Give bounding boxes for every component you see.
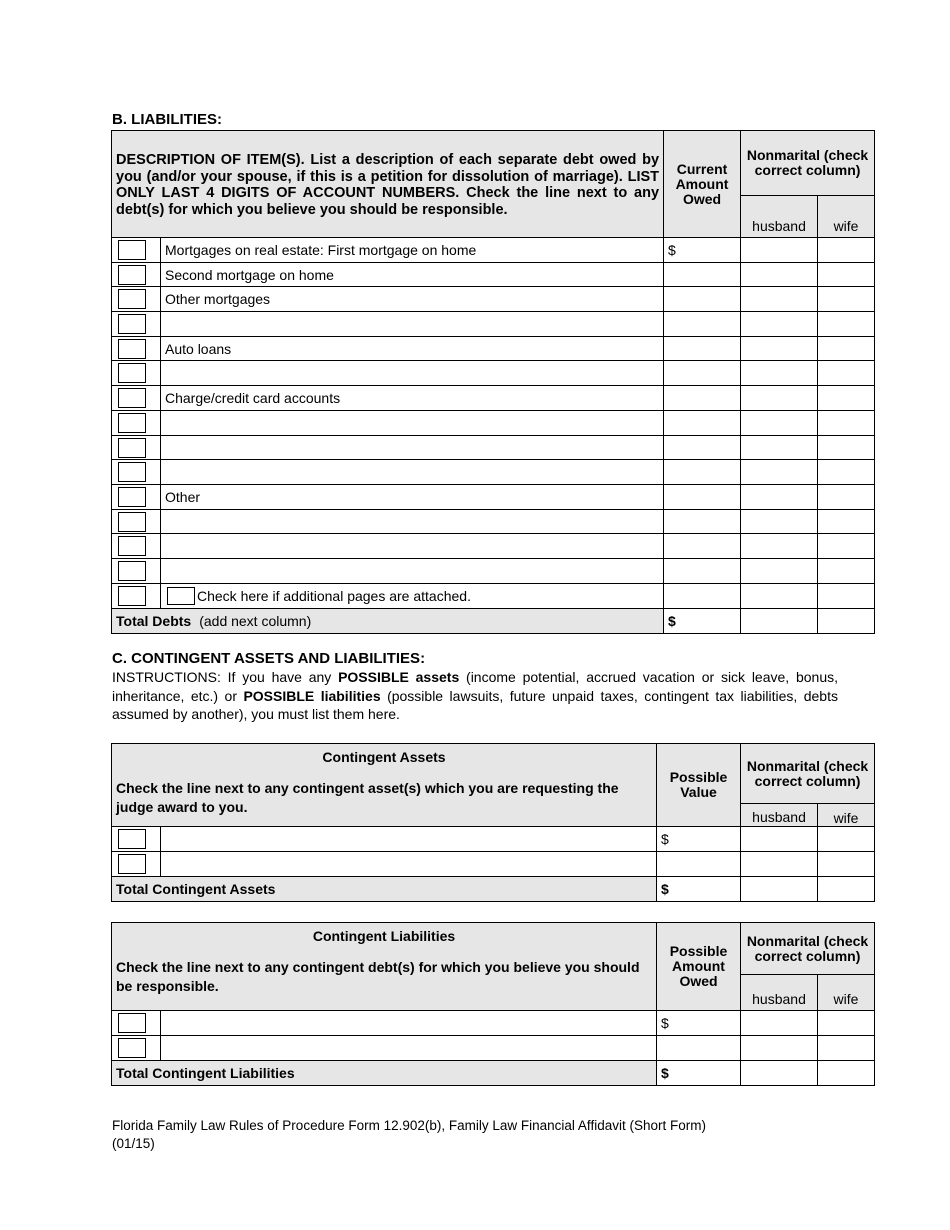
row-amount[interactable]: $ bbox=[664, 238, 741, 263]
row-amount[interactable] bbox=[664, 534, 741, 559]
row-checkbox-cell bbox=[112, 262, 161, 287]
row-description[interactable] bbox=[161, 1036, 657, 1061]
table-row bbox=[112, 534, 875, 559]
contingent-liabilities-description: Check the line next to any contingent debt(s) for which you believe you should be responsible. bbox=[116, 959, 640, 994]
row-checkbox[interactable] bbox=[118, 1013, 146, 1033]
table-row bbox=[112, 509, 875, 534]
husband-header: husband bbox=[741, 196, 818, 238]
row-description[interactable]: Second mortgage on home bbox=[161, 262, 664, 287]
row-amount[interactable] bbox=[664, 386, 741, 411]
row-checkbox-cell bbox=[112, 410, 161, 435]
husband-cell[interactable] bbox=[741, 435, 818, 460]
row-amount[interactable] bbox=[664, 558, 741, 583]
table-row bbox=[112, 361, 875, 386]
row-checkbox[interactable] bbox=[118, 413, 146, 433]
husband-cell[interactable] bbox=[741, 312, 818, 337]
wife-cell[interactable] bbox=[818, 435, 875, 460]
husband-cell[interactable] bbox=[741, 534, 818, 559]
contingent-liabilities-table bbox=[111, 922, 875, 1086]
row-checkbox[interactable] bbox=[118, 512, 146, 532]
table-row bbox=[112, 336, 875, 361]
row-amount[interactable]: $ bbox=[657, 1011, 741, 1036]
footer-form-date: (01/15) bbox=[112, 1136, 155, 1151]
husband-cell[interactable] bbox=[741, 460, 818, 485]
row-description[interactable] bbox=[161, 410, 664, 435]
row-checkbox[interactable] bbox=[118, 265, 146, 285]
total-contingent-assets-label: Total Contingent Assets bbox=[112, 877, 657, 902]
husband-cell[interactable] bbox=[741, 386, 818, 411]
row-amount[interactable] bbox=[664, 410, 741, 435]
wife-cell[interactable] bbox=[818, 336, 875, 361]
wife-cell[interactable] bbox=[818, 386, 875, 411]
table-row bbox=[112, 410, 875, 435]
husband-cell[interactable] bbox=[741, 484, 818, 509]
row-description[interactable]: Other mortgages bbox=[161, 287, 664, 312]
row-checkbox[interactable] bbox=[118, 1038, 146, 1058]
liabilities-table bbox=[111, 130, 875, 634]
husband-cell[interactable] bbox=[741, 852, 818, 877]
husband-cell[interactable] bbox=[741, 608, 818, 633]
total-debts-cell bbox=[112, 608, 664, 633]
row-description[interactable] bbox=[161, 312, 664, 337]
additional-pages-label: Check here if additional pages are attached. bbox=[197, 587, 471, 604]
row-amount[interactable] bbox=[664, 312, 741, 337]
table-row bbox=[112, 460, 875, 485]
row-description[interactable] bbox=[161, 558, 664, 583]
section-b-title: B. LIABILITIES: bbox=[112, 111, 222, 128]
row-checkbox-cell bbox=[112, 827, 161, 852]
wife-cell[interactable] bbox=[818, 877, 875, 902]
row-amount[interactable] bbox=[657, 852, 741, 877]
total-debts-note: (add next column) bbox=[199, 612, 312, 629]
row-checkbox-cell bbox=[112, 287, 161, 312]
row-checkbox-cell bbox=[112, 484, 161, 509]
table-row bbox=[112, 558, 875, 583]
row-checkbox[interactable] bbox=[118, 829, 146, 849]
row-checkbox[interactable] bbox=[118, 240, 146, 260]
wife-cell[interactable] bbox=[818, 827, 875, 852]
husband-cell[interactable] bbox=[741, 361, 818, 386]
row-amount[interactable] bbox=[664, 287, 741, 312]
instructions-text-1: INSTRUCTIONS: If you have any bbox=[112, 669, 339, 685]
row-description[interactable]: Charge/credit card accounts bbox=[161, 386, 664, 411]
wife-cell[interactable] bbox=[818, 1011, 875, 1036]
wife-cell[interactable] bbox=[818, 1036, 875, 1061]
section-c-title: C. CONTINGENT ASSETS AND LIABILITIES: bbox=[112, 650, 426, 667]
husband-cell[interactable] bbox=[741, 1061, 818, 1086]
husband-cell[interactable] bbox=[741, 262, 818, 287]
husband-cell[interactable] bbox=[741, 509, 818, 534]
section-c-instructions bbox=[112, 668, 838, 724]
row-amount[interactable]: $ bbox=[657, 827, 741, 852]
row-description[interactable] bbox=[161, 435, 664, 460]
husband-cell[interactable] bbox=[741, 410, 818, 435]
wife-cell[interactable] bbox=[818, 484, 875, 509]
amount-cell[interactable] bbox=[664, 583, 741, 608]
contingent-assets-description: Check the line next to any contingent asset(s) which you are requesting the judge award to you. bbox=[116, 780, 619, 815]
wife-cell[interactable] bbox=[818, 460, 875, 485]
row-amount[interactable] bbox=[664, 361, 741, 386]
row-description[interactable] bbox=[161, 460, 664, 485]
row-checkbox-cell bbox=[112, 386, 161, 411]
row-checkbox-cell bbox=[112, 361, 161, 386]
row-checkbox[interactable] bbox=[118, 536, 146, 556]
additional-pages-checkbox[interactable] bbox=[167, 587, 195, 605]
row-checkbox-cell bbox=[112, 558, 161, 583]
nonmarital-header: Nonmarital (check correct column) bbox=[741, 131, 875, 196]
row-checkbox-cell bbox=[112, 435, 161, 460]
row-amount[interactable] bbox=[664, 336, 741, 361]
row-description[interactable]: Mortgages on real estate: First mortgage on home bbox=[161, 238, 664, 263]
husband-cell[interactable] bbox=[741, 287, 818, 312]
row-checkbox[interactable] bbox=[118, 438, 146, 458]
row-checkbox-cell bbox=[112, 336, 161, 361]
table-row bbox=[112, 386, 875, 411]
row-amount[interactable] bbox=[664, 262, 741, 287]
row-checkbox[interactable] bbox=[118, 487, 146, 507]
row-checkbox-cell bbox=[112, 312, 161, 337]
row-description[interactable] bbox=[161, 852, 657, 877]
table-row bbox=[112, 435, 875, 460]
row-amount[interactable] bbox=[664, 435, 741, 460]
total-debts-label: Total Debts bbox=[116, 612, 192, 629]
row-description[interactable]: Other bbox=[161, 484, 664, 509]
total-contingent-liabilities-amount[interactable]: $ bbox=[657, 1061, 741, 1086]
wife-cell[interactable] bbox=[818, 361, 875, 386]
row-checkbox[interactable] bbox=[118, 561, 146, 581]
assets-wife-header: wife bbox=[818, 804, 875, 827]
row-checkbox-cell bbox=[112, 852, 161, 877]
form-footer bbox=[112, 1117, 706, 1153]
row-checkbox[interactable] bbox=[118, 462, 146, 482]
table-row bbox=[112, 1036, 875, 1061]
additional-pages-row-checkbox-cell bbox=[112, 583, 161, 608]
instructions-text-3: (possible lawsuits, future unpaid taxes, contingent tax liabilities, debts assumed by another), you must list them here. bbox=[112, 687, 838, 722]
table-row bbox=[112, 827, 875, 852]
wife-cell[interactable] bbox=[818, 558, 875, 583]
row-amount[interactable] bbox=[664, 509, 741, 534]
table-row bbox=[112, 262, 875, 287]
wife-cell[interactable] bbox=[818, 312, 875, 337]
additional-pages-cell bbox=[161, 583, 664, 608]
wife-cell[interactable] bbox=[818, 410, 875, 435]
assets-husband-header: husband bbox=[741, 804, 818, 827]
husband-cell[interactable] bbox=[741, 558, 818, 583]
contingent-liabilities-title: Contingent Liabilities bbox=[312, 928, 456, 944]
husband-cell[interactable] bbox=[741, 583, 818, 608]
row-checkbox-cell bbox=[112, 534, 161, 559]
row-checkbox[interactable] bbox=[118, 388, 146, 408]
row-description[interactable] bbox=[161, 1011, 657, 1036]
wife-cell[interactable] bbox=[818, 262, 875, 287]
wife-cell[interactable] bbox=[818, 534, 875, 559]
row-checkbox-cell bbox=[112, 1036, 161, 1061]
husband-cell[interactable] bbox=[741, 827, 818, 852]
husband-cell[interactable] bbox=[741, 1036, 818, 1061]
row-description[interactable] bbox=[161, 361, 664, 386]
liabilities-nonmarital-header: Nonmarital (check correct column) bbox=[741, 923, 875, 975]
total-contingent-assets-amount[interactable]: $ bbox=[657, 877, 741, 902]
contingent-assets-header bbox=[112, 744, 657, 827]
table-row bbox=[112, 287, 875, 312]
contingent-assets-table bbox=[111, 743, 875, 902]
liabilities-description-header: DESCRIPTION OF ITEM(S). List a description of each separate debt owed by you (and/or your spouse, if this is a petition for dissolution of marriage). LIST ONLY LAST 4 DIGITS OF ACCOUNT NUMBERS. Check the line next to any debt(s) for which you believe you should be responsible. bbox=[112, 131, 664, 238]
row-checkbox[interactable] bbox=[118, 339, 146, 359]
possible-value-header: Possible Value bbox=[657, 744, 741, 827]
table-row bbox=[112, 1011, 875, 1036]
current-amount-owed-header: Current Amount Owed bbox=[664, 131, 741, 238]
row-checkbox[interactable] bbox=[118, 363, 146, 383]
row-checkbox-cell bbox=[112, 460, 161, 485]
assets-nonmarital-header: Nonmarital (check correct column) bbox=[741, 744, 875, 804]
table-row bbox=[112, 312, 875, 337]
wife-cell[interactable] bbox=[818, 852, 875, 877]
row-description[interactable]: Auto loans bbox=[161, 336, 664, 361]
instructions-text-2: (income potential, accrued vacation or sick leave, bonus, inheritance, etc.) or bbox=[112, 669, 838, 704]
row-amount[interactable] bbox=[664, 484, 741, 509]
row-description[interactable] bbox=[161, 534, 664, 559]
instructions-bold-liabilities: POSSIBLE liabilities bbox=[243, 687, 381, 704]
row-amount[interactable] bbox=[657, 1036, 741, 1061]
row-checkbox[interactable] bbox=[118, 289, 146, 309]
row-description[interactable] bbox=[161, 827, 657, 852]
table-row bbox=[112, 852, 875, 877]
row-amount[interactable] bbox=[664, 460, 741, 485]
husband-cell[interactable] bbox=[741, 336, 818, 361]
table-row bbox=[112, 238, 875, 263]
husband-cell[interactable] bbox=[741, 877, 818, 902]
row-checkbox-cell bbox=[112, 1011, 161, 1036]
wife-cell[interactable] bbox=[818, 287, 875, 312]
husband-cell[interactable] bbox=[741, 1011, 818, 1036]
row-checkbox[interactable] bbox=[118, 586, 146, 606]
contingent-liabilities-header bbox=[112, 923, 657, 1011]
table-row bbox=[112, 484, 875, 509]
wife-cell[interactable] bbox=[818, 509, 875, 534]
husband-cell[interactable] bbox=[741, 238, 818, 263]
possible-amount-owed-header: Possible Amount Owed bbox=[657, 923, 741, 1011]
liabilities-husband-header: husband bbox=[741, 975, 818, 1011]
liabilities-wife-header: wife bbox=[818, 975, 875, 1011]
row-checkbox-cell bbox=[112, 238, 161, 263]
footer-form-title: Florida Family Law Rules of Procedure Form 12.902(b), Family Law Financial Affidavit (Short Form) bbox=[112, 1118, 706, 1133]
total-debts-amount[interactable]: $ bbox=[664, 608, 741, 633]
wife-cell[interactable] bbox=[818, 583, 875, 608]
row-checkbox[interactable] bbox=[118, 854, 146, 874]
wife-cell[interactable] bbox=[818, 1061, 875, 1086]
row-checkbox[interactable] bbox=[118, 314, 146, 334]
wife-cell[interactable] bbox=[818, 238, 875, 263]
total-contingent-liabilities-label: Total Contingent Liabilities bbox=[112, 1061, 657, 1086]
wife-header: wife bbox=[818, 196, 875, 238]
row-checkbox-cell bbox=[112, 509, 161, 534]
instructions-bold-assets: POSSIBLE assets bbox=[338, 669, 460, 685]
row-description[interactable] bbox=[161, 509, 664, 534]
contingent-assets-title: Contingent Assets bbox=[322, 749, 446, 765]
wife-cell[interactable] bbox=[818, 608, 875, 633]
